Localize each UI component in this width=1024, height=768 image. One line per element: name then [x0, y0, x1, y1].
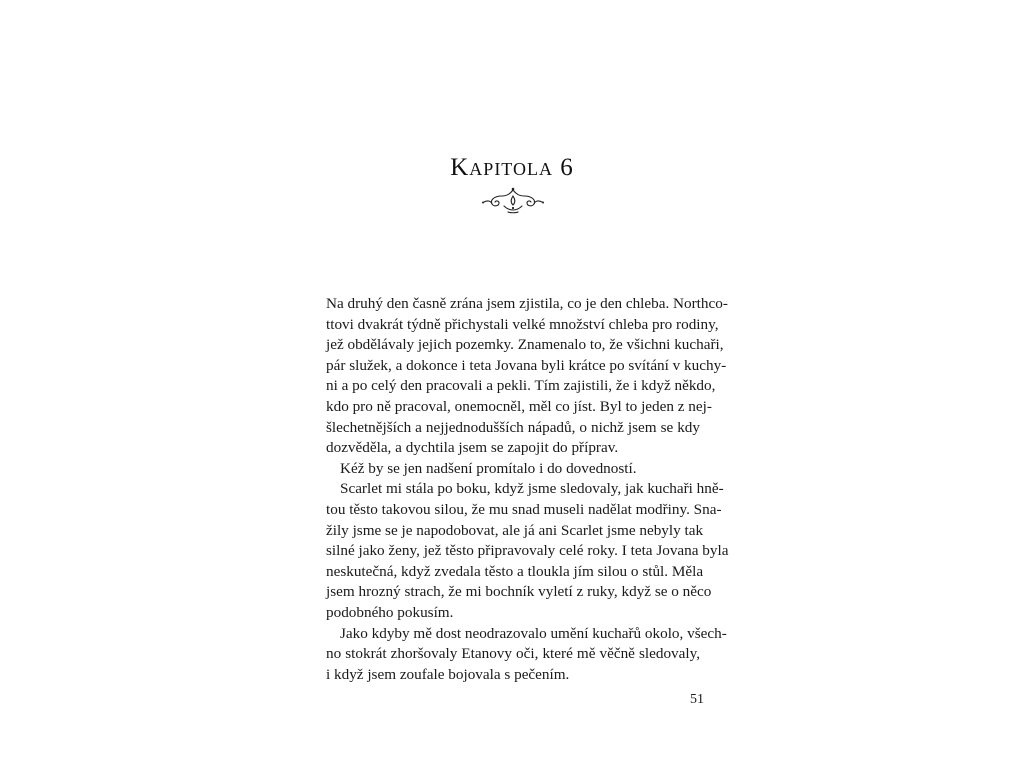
text-line: silné jako ženy, jež těsto připravovaly celé roky. I teta Jovana byla [326, 542, 729, 560]
page-number: 51 [690, 692, 704, 707]
text-line: Kéž by se jen nadšení promítalo i do dovedností. [340, 459, 637, 477]
text-line: Na druhý den časně zrána jsem zjistila, co je den chleba. Northco- [326, 295, 728, 312]
text-line: pár služek, a dokonce i teta Jovana byli krátce po svítání v kuchy- [326, 356, 727, 374]
text-line: šlechetnějších a nejjednodušších nápadů, o nichž jsem se kdy [326, 418, 700, 436]
text-line: ttovi dvakrát týdně přichystali velké množství chleba pro rodiny, [326, 315, 719, 333]
text-line: dozvěděla, a dychtila jsem se zapojit do příprav. [326, 439, 619, 457]
text-line: no stokrát zhoršovaly Etanovy oči, které mě věčně sledovaly, [326, 645, 700, 663]
text-line: podobného pokusím. [326, 603, 454, 621]
text-line: ni a po celý den pracovali a pekli. Tím zajistili, že i když někdo, [326, 377, 716, 395]
chapter-title: Kapitola 6 [450, 154, 574, 181]
text-line: Jako kdyby mě dost neodrazovalo umění kuchařů okolo, všech- [340, 624, 727, 642]
chapter-body-text [326, 294, 729, 685]
text-line: neskutečná, když zvedala těsto a tloukla jím silou o stůl. Měla [326, 562, 704, 580]
text-line: žily jsme se je napodobovat, ale já ani Scarlet jsme nebyly tak [326, 521, 704, 539]
flourish-ornament-icon [480, 186, 546, 216]
text-line: kdo pro ně pracoval, onemocněl, měl co jíst. Byl to jeden z nej- [326, 397, 712, 415]
text-line: tou těsto takovou silou, že mu snad museli nadělat modřiny. Sna- [326, 500, 722, 518]
text-line: jež obdělávaly jejich pozemky. Znamenalo to, že všichni kuchaři, [326, 336, 724, 354]
text-line: jsem hrozný strach, že mi bochník vyletí z ruky, když se o něco [326, 583, 712, 601]
text-line: i když jsem zoufale bojovala s pečením. [326, 665, 570, 683]
text-line: Scarlet mi stála po boku, když jsme sledovaly, jak kuchaři hně- [340, 480, 724, 498]
